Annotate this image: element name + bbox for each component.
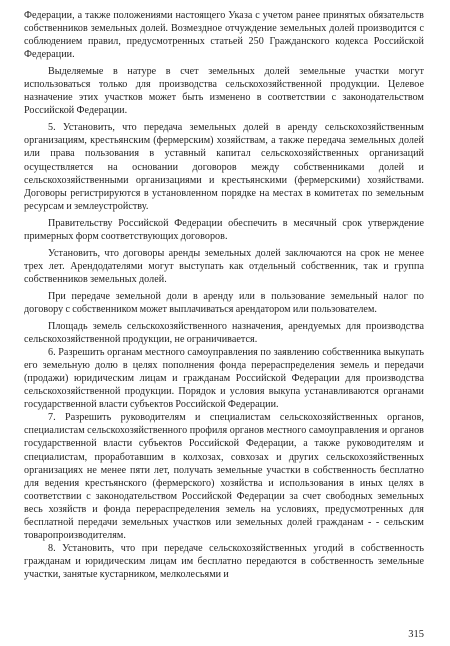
paragraph-item-6: 6. Разрешить органам местного самоуправления по заявлению собственника выкупать его земельную долю в целях пополнения фонда перераспределения земель и передачи (продажи) юридическим лицам и гражданам Российской Федерации для производства сельскохозяйственной продукции. Порядок и условия выкупа устанавливаются органами государственной власти субъектов Российской Федерации. xyxy=(24,347,424,411)
page-number: 315 xyxy=(408,629,424,640)
paragraph: При передаче земельной доли в аренду или в пользование земельный налог по договору с собственником может выплачиваться арендатором или пользователем. xyxy=(24,290,424,315)
paragraph-continuation: Федерации, а также положениями настоящего Указа с учетом ранее принятых обязательств собственников земельных долей. Возмездное отчуждение земельных долей производится с соблюдением правил, предусмотренных статьей 250 Гражданского кодекса Российской Федерации. xyxy=(24,10,424,61)
paragraph-item-8: 8. Установить, что при передаче сельскохозяйственных угодий в собственность гражданам и юридическим лицам им бесплатно передаются в собственность земельные участки, занятые кустарником, мелколесьями и xyxy=(24,542,424,580)
paragraph: Площадь земель сельскохозяйственного назначения, арендуемых для производства сельскохозяйственной продукции, не ограничивается. xyxy=(24,321,424,346)
paragraph: Правительству Российской Федерации обеспечить в месячный срок утверждение примерных форм соответствующих договоров. xyxy=(24,217,424,242)
paragraph-item-7: 7. Разрешить руководителям и специалистам сельскохозяйственных органов, специалистам сельскохозяйственного профиля органов местного самоуправления и органов государственной власти субъектов Российской Федерации, а также руководителям и специалистам, проработавшим в колхозах, совхозах и других сельскохозяйственных организациях не менее пяти лет, получать земельные участки в собственность бесплатно для ведения крестьянского (фермерского) хозяйства и использования в иных целях в соответствии с законодательством Российской Федерации за счет свободных земельных весь хозяйств и фонда перераспределения земель на условиях, предусмотренных для бесплатной передачи земельных участков или земельных долей гражданам - - сельским товаропроизводителям. xyxy=(24,412,424,541)
paragraph-item-5: 5. Установить, что передача земельных долей в аренду сельскохозяйственным организациям, крестьянским (фермерским) хозяйствам, а также передача земельных долей или права пользования в уставный капитал сельскохозяйственных организаций осуществляется на основании договоров между собственниками долей и сельскохозяйственными организациями и крестьянскими (фермерскими) хозяйствами. Договоры регистрируются в установленном порядке на местах в комитетах по земельным ресурсам и землеустройству. xyxy=(24,122,424,212)
paragraph: Выделяемые в натуре в счет земельных долей земельные участки могут использоваться только для производства сельскохозяйственной продукции. Целевое назначение этих участков может быть изменено в соответствии с законодательством Российской Федерации. xyxy=(24,66,424,117)
paragraph: Установить, что договоры аренды земельных долей заключаются на срок не менее трех лет. Арендодателями могут выступать как отдельный собственник, так и группа собственников земельных долей. xyxy=(24,247,424,285)
